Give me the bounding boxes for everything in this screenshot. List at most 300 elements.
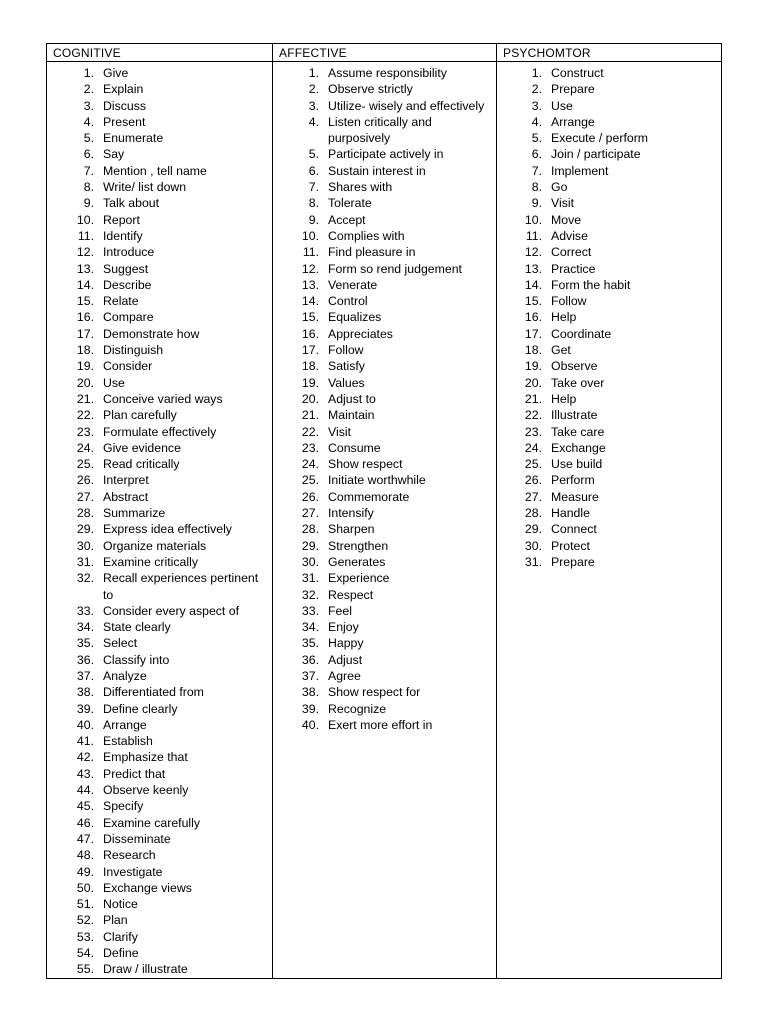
psychomotor-column xyxy=(497,62,722,979)
affective-item xyxy=(273,261,496,277)
item-verb: Shares with xyxy=(328,180,393,195)
item-verb: Appreciates xyxy=(328,326,393,341)
item-number: 27. xyxy=(76,489,94,504)
item-number: 55. xyxy=(76,962,94,977)
item-number: 3. xyxy=(531,98,542,113)
cognitive-item xyxy=(47,440,272,456)
item-verb: Use build xyxy=(551,457,603,472)
taxonomy-verbs-table xyxy=(46,43,722,979)
item-verb: Recognize xyxy=(328,701,387,716)
item-verb: Advise xyxy=(551,228,588,243)
cognitive-item xyxy=(47,847,272,863)
item-verb: Take over xyxy=(551,375,605,390)
affective-item xyxy=(273,424,496,440)
item-verb: Identify xyxy=(103,228,143,243)
item-verb: Enjoy xyxy=(328,620,359,635)
affective-item xyxy=(273,521,496,537)
item-verb: Specify xyxy=(103,799,144,814)
item-number: 52. xyxy=(76,913,94,928)
item-number: 39. xyxy=(76,701,94,716)
item-number: 36. xyxy=(76,652,94,667)
affective-item xyxy=(273,391,496,407)
item-number: 30. xyxy=(524,538,542,553)
item-number: 25. xyxy=(76,457,94,472)
item-number: 26. xyxy=(76,473,94,488)
item-verb: Recall experiences pertinent to xyxy=(103,571,259,602)
item-verb: Express idea effectively xyxy=(103,522,232,537)
affective-list xyxy=(273,65,496,733)
item-verb: Listen critically and purposively xyxy=(328,114,432,146)
item-number: 10. xyxy=(76,212,94,227)
psychomotor-item xyxy=(497,261,721,277)
item-verb: Measure xyxy=(551,489,599,504)
item-number: 8. xyxy=(83,180,94,195)
item-number: 20. xyxy=(524,375,542,390)
item-verb: Define xyxy=(103,946,139,961)
affective-item xyxy=(273,538,496,554)
item-verb: Feel xyxy=(328,603,352,618)
cognitive-item xyxy=(47,261,272,277)
item-number: 7. xyxy=(531,163,542,178)
item-verb: Satisfy xyxy=(328,359,365,374)
item-verb: Visit xyxy=(551,196,575,211)
item-number: 21. xyxy=(76,391,94,406)
item-number: 2. xyxy=(531,82,542,97)
item-verb: Equalizes xyxy=(328,310,382,325)
cognitive-item xyxy=(47,521,272,537)
psychomotor-item xyxy=(497,130,721,146)
item-verb: Formulate effectively xyxy=(103,424,217,439)
affective-item xyxy=(273,114,496,147)
item-number: 7. xyxy=(308,180,319,195)
cognitive-item xyxy=(47,391,272,407)
item-number: 1. xyxy=(308,66,319,80)
item-number: 19. xyxy=(524,359,542,374)
item-number: 43. xyxy=(76,766,94,781)
item-verb: Enumerate xyxy=(103,131,164,146)
affective-item xyxy=(273,505,496,521)
psychomotor-item xyxy=(497,65,721,81)
item-number: 2. xyxy=(83,82,94,97)
affective-item xyxy=(273,244,496,260)
cognitive-item xyxy=(47,896,272,912)
item-verb: Relate xyxy=(103,294,139,309)
item-number: 29. xyxy=(76,522,94,537)
cognitive-item xyxy=(47,195,272,211)
item-number: 44. xyxy=(76,783,94,798)
cognitive-list xyxy=(47,65,272,978)
item-number: 22. xyxy=(76,408,94,423)
psychomotor-item xyxy=(497,456,721,472)
item-verb: Clarify xyxy=(103,929,138,944)
item-number: 53. xyxy=(76,929,94,944)
item-number: 37. xyxy=(301,668,319,683)
item-verb: Happy xyxy=(328,636,364,651)
item-number: 19. xyxy=(301,375,319,390)
item-verb: State clearly xyxy=(103,620,171,635)
cognitive-item xyxy=(47,668,272,684)
cognitive-item xyxy=(47,228,272,244)
item-number: 32. xyxy=(301,587,319,602)
item-number: 42. xyxy=(76,750,94,765)
item-verb: Describe xyxy=(103,277,152,292)
item-verb: Join / participate xyxy=(551,147,641,162)
psychomotor-item xyxy=(497,489,721,505)
item-number: 1. xyxy=(83,66,94,80)
psychomotor-item xyxy=(497,212,721,228)
cognitive-item xyxy=(47,424,272,440)
item-number: 50. xyxy=(76,880,94,895)
item-number: 28. xyxy=(76,506,94,521)
cognitive-item xyxy=(47,375,272,391)
item-verb: Connect xyxy=(551,522,597,537)
item-verb: Use xyxy=(551,98,573,113)
item-number: 18. xyxy=(301,359,319,374)
item-number: 23. xyxy=(301,440,319,455)
cognitive-item xyxy=(47,538,272,554)
item-number: 3. xyxy=(308,98,319,113)
cognitive-item xyxy=(47,733,272,749)
item-number: 20. xyxy=(301,391,319,406)
item-number: 31. xyxy=(524,554,542,569)
affective-item xyxy=(273,293,496,309)
item-verb: Prepare xyxy=(551,554,595,569)
item-verb: Define clearly xyxy=(103,701,178,716)
item-number: 24. xyxy=(76,440,94,455)
affective-item xyxy=(273,277,496,293)
item-verb: Read critically xyxy=(103,457,180,472)
item-verb: Practice xyxy=(551,261,596,276)
item-verb: Use xyxy=(103,375,125,390)
item-verb: Mention , tell name xyxy=(103,163,207,178)
item-verb: Suggest xyxy=(103,261,149,276)
item-verb: Predict that xyxy=(103,766,166,781)
item-verb: Exchange views xyxy=(103,880,192,895)
item-number: 38. xyxy=(76,685,94,700)
cognitive-item xyxy=(47,179,272,195)
cognitive-item xyxy=(47,456,272,472)
item-number: 16. xyxy=(524,310,542,325)
item-number: 45. xyxy=(76,799,94,814)
affective-item xyxy=(273,440,496,456)
psychomotor-item xyxy=(497,163,721,179)
psychomotor-item xyxy=(497,228,721,244)
psychomotor-item xyxy=(497,424,721,440)
item-number: 4. xyxy=(531,114,542,129)
item-number: 40. xyxy=(76,717,94,732)
item-verb: Sustain interest in xyxy=(328,163,426,178)
cognitive-item xyxy=(47,798,272,814)
affective-item xyxy=(273,717,496,733)
item-verb: Disseminate xyxy=(103,831,171,846)
item-number: 25. xyxy=(301,473,319,488)
item-verb: Strengthen xyxy=(328,538,389,553)
cognitive-item xyxy=(47,603,272,619)
item-verb: Arrange xyxy=(551,114,595,129)
item-number: 15. xyxy=(301,310,319,325)
item-number: 7. xyxy=(83,163,94,178)
item-verb: Take care xyxy=(551,424,605,439)
item-number: 23. xyxy=(524,424,542,439)
cognitive-item xyxy=(47,244,272,260)
cognitive-item xyxy=(47,945,272,961)
affective-item xyxy=(273,570,496,586)
cognitive-item xyxy=(47,554,272,570)
item-verb: Examine carefully xyxy=(103,815,201,830)
affective-item xyxy=(273,472,496,488)
item-number: 16. xyxy=(76,310,94,325)
item-number: 10. xyxy=(524,212,542,227)
item-verb: Examine critically xyxy=(103,554,198,569)
item-number: 20. xyxy=(76,375,94,390)
psychomotor-item xyxy=(497,505,721,521)
cognitive-item xyxy=(47,277,272,293)
item-verb: Help xyxy=(551,391,577,406)
item-number: 34. xyxy=(301,620,319,635)
item-number: 51. xyxy=(76,897,94,912)
cognitive-item xyxy=(47,782,272,798)
cognitive-item xyxy=(47,701,272,717)
item-number: 27. xyxy=(524,489,542,504)
psychomotor-item xyxy=(497,98,721,114)
item-verb: Get xyxy=(551,343,571,358)
item-verb: Participate actively in xyxy=(328,147,444,162)
cognitive-item xyxy=(47,929,272,945)
item-verb: Intensify xyxy=(328,506,374,521)
item-number: 23. xyxy=(76,424,94,439)
item-verb: Classify into xyxy=(103,652,170,667)
affective-item xyxy=(273,489,496,505)
item-number: 13. xyxy=(524,261,542,276)
cognitive-item xyxy=(47,815,272,831)
cognitive-item xyxy=(47,652,272,668)
affective-item xyxy=(273,701,496,717)
affective-item xyxy=(273,587,496,603)
item-number: 12. xyxy=(76,245,94,260)
psychomotor-item xyxy=(497,244,721,260)
item-verb: Consider xyxy=(103,359,153,374)
affective-item xyxy=(273,342,496,358)
item-verb: Illustrate xyxy=(551,408,598,423)
item-verb: Plan xyxy=(103,913,128,928)
item-number: 29. xyxy=(524,522,542,537)
cognitive-item xyxy=(47,961,272,977)
item-verb: Plan carefully xyxy=(103,408,177,423)
item-number: 8. xyxy=(308,196,319,211)
item-verb: Initiate worthwhile xyxy=(328,473,426,488)
affective-item xyxy=(273,684,496,700)
item-number: 30. xyxy=(301,554,319,569)
cognitive-item xyxy=(47,831,272,847)
item-number: 26. xyxy=(301,489,319,504)
item-verb: Go xyxy=(551,180,568,195)
item-verb: Generates xyxy=(328,554,386,569)
affective-item xyxy=(273,375,496,391)
item-number: 22. xyxy=(301,424,319,439)
cognitive-item xyxy=(47,293,272,309)
item-number: 28. xyxy=(524,506,542,521)
item-number: 29. xyxy=(301,538,319,553)
item-verb: Discuss xyxy=(103,98,147,113)
item-verb: Observe keenly xyxy=(103,783,189,798)
item-verb: Abstract xyxy=(103,489,149,504)
cognitive-item xyxy=(47,65,272,81)
item-number: 28. xyxy=(301,522,319,537)
item-verb: Find pleasure in xyxy=(328,245,416,260)
item-number: 11. xyxy=(77,228,94,243)
item-verb: Correct xyxy=(551,245,592,260)
item-verb: Consume xyxy=(328,440,381,455)
cognitive-item xyxy=(47,358,272,374)
item-verb: Give xyxy=(103,66,129,80)
item-verb: Exchange xyxy=(551,440,606,455)
item-number: 5. xyxy=(83,131,94,146)
item-verb: Consider every aspect of xyxy=(103,603,240,618)
item-number: 12. xyxy=(524,245,542,260)
affective-item xyxy=(273,146,496,162)
item-number: 11. xyxy=(302,245,319,260)
cognitive-item xyxy=(47,130,272,146)
item-verb: Implement xyxy=(551,163,609,178)
item-verb: Agree xyxy=(328,668,361,683)
item-number: 9. xyxy=(531,196,542,211)
psychomotor-item xyxy=(497,114,721,130)
item-verb: Utilize- wisely and effectively xyxy=(328,98,485,113)
psychomotor-item xyxy=(497,342,721,358)
item-verb: Give evidence xyxy=(103,440,181,455)
cognitive-item xyxy=(47,619,272,635)
affective-item xyxy=(273,98,496,114)
cognitive-item xyxy=(47,342,272,358)
affective-item xyxy=(273,81,496,97)
psychomotor-list xyxy=(497,65,721,570)
item-verb: Values xyxy=(328,375,365,390)
cognitive-item xyxy=(47,212,272,228)
psychomotor-item xyxy=(497,521,721,537)
affective-item xyxy=(273,326,496,342)
item-verb: Distinguish xyxy=(103,343,164,358)
cognitive-item xyxy=(47,684,272,700)
item-number: 39. xyxy=(301,701,319,716)
item-verb: Summarize xyxy=(103,506,166,521)
item-number: 12. xyxy=(301,261,319,276)
affective-item xyxy=(273,407,496,423)
affective-item xyxy=(273,212,496,228)
item-number: 13. xyxy=(301,277,319,292)
item-number: 13. xyxy=(76,261,94,276)
item-number: 9. xyxy=(308,212,319,227)
psychomotor-item xyxy=(497,146,721,162)
item-verb: Venerate xyxy=(328,277,378,292)
item-verb: Form so rend judgement xyxy=(328,261,462,276)
item-number: 24. xyxy=(524,440,542,455)
item-number: 17. xyxy=(301,343,319,358)
header-cognitive: COGNITIVE xyxy=(47,44,273,62)
psychomotor-item xyxy=(497,195,721,211)
affective-item xyxy=(273,668,496,684)
psychomotor-item xyxy=(497,179,721,195)
item-number: 10. xyxy=(301,228,319,243)
item-number: 21. xyxy=(301,408,319,423)
item-number: 32. xyxy=(76,571,94,586)
psychomotor-item xyxy=(497,375,721,391)
item-verb: Organize materials xyxy=(103,538,207,553)
item-verb: Arrange xyxy=(103,717,147,732)
affective-item xyxy=(273,635,496,651)
item-number: 14. xyxy=(76,277,94,292)
cognitive-item xyxy=(47,81,272,97)
item-verb: Analyze xyxy=(103,668,147,683)
item-number: 15. xyxy=(76,294,94,309)
item-number: 48. xyxy=(76,848,94,863)
item-number: 47. xyxy=(76,831,94,846)
psychomotor-item xyxy=(497,309,721,325)
item-number: 15. xyxy=(524,294,542,309)
item-verb: Interpret xyxy=(103,473,149,488)
item-number: 22. xyxy=(524,408,542,423)
item-number: 14. xyxy=(524,277,542,292)
psychomotor-item xyxy=(497,277,721,293)
item-verb: Research xyxy=(103,848,156,863)
item-number: 30. xyxy=(76,538,94,553)
affective-item xyxy=(273,228,496,244)
item-verb: Move xyxy=(551,212,582,227)
item-verb: Establish xyxy=(103,734,153,749)
item-number: 26. xyxy=(524,473,542,488)
psychomotor-item xyxy=(497,293,721,309)
item-verb: Prepare xyxy=(551,82,595,97)
item-verb: Demonstrate how xyxy=(103,326,200,341)
item-verb: Visit xyxy=(328,424,352,439)
item-verb: Compare xyxy=(103,310,154,325)
item-number: 6. xyxy=(308,163,319,178)
affective-item xyxy=(273,65,496,81)
cognitive-item xyxy=(47,326,272,342)
item-number: 5. xyxy=(308,147,319,162)
cognitive-item xyxy=(47,98,272,114)
cognitive-item xyxy=(47,912,272,928)
item-number: 49. xyxy=(76,864,94,879)
affective-item xyxy=(273,358,496,374)
item-number: 11. xyxy=(525,228,542,243)
item-number: 35. xyxy=(301,636,319,651)
header-psychomotor: PSYCHOMTOR xyxy=(497,44,722,62)
item-number: 18. xyxy=(76,343,94,358)
affective-item xyxy=(273,554,496,570)
affective-item xyxy=(273,619,496,635)
item-number: 16. xyxy=(301,326,319,341)
cognitive-item xyxy=(47,146,272,162)
item-number: 14. xyxy=(301,294,319,309)
item-verb: Experience xyxy=(328,571,390,586)
item-verb: Commemorate xyxy=(328,489,410,504)
item-number: 35. xyxy=(76,636,94,651)
affective-item xyxy=(273,163,496,179)
item-verb: Emphasize that xyxy=(103,750,188,765)
item-verb: Follow xyxy=(328,343,364,358)
affective-item xyxy=(273,195,496,211)
item-number: 37. xyxy=(76,668,94,683)
cognitive-item xyxy=(47,749,272,765)
item-verb: Exert more effort in xyxy=(328,717,433,732)
item-number: 19. xyxy=(76,359,94,374)
item-verb: Help xyxy=(551,310,577,325)
psychomotor-item xyxy=(497,358,721,374)
item-number: 31. xyxy=(76,554,94,569)
item-number: 33. xyxy=(301,603,319,618)
item-verb: Form the habit xyxy=(551,277,631,292)
item-verb: Construct xyxy=(551,66,604,80)
